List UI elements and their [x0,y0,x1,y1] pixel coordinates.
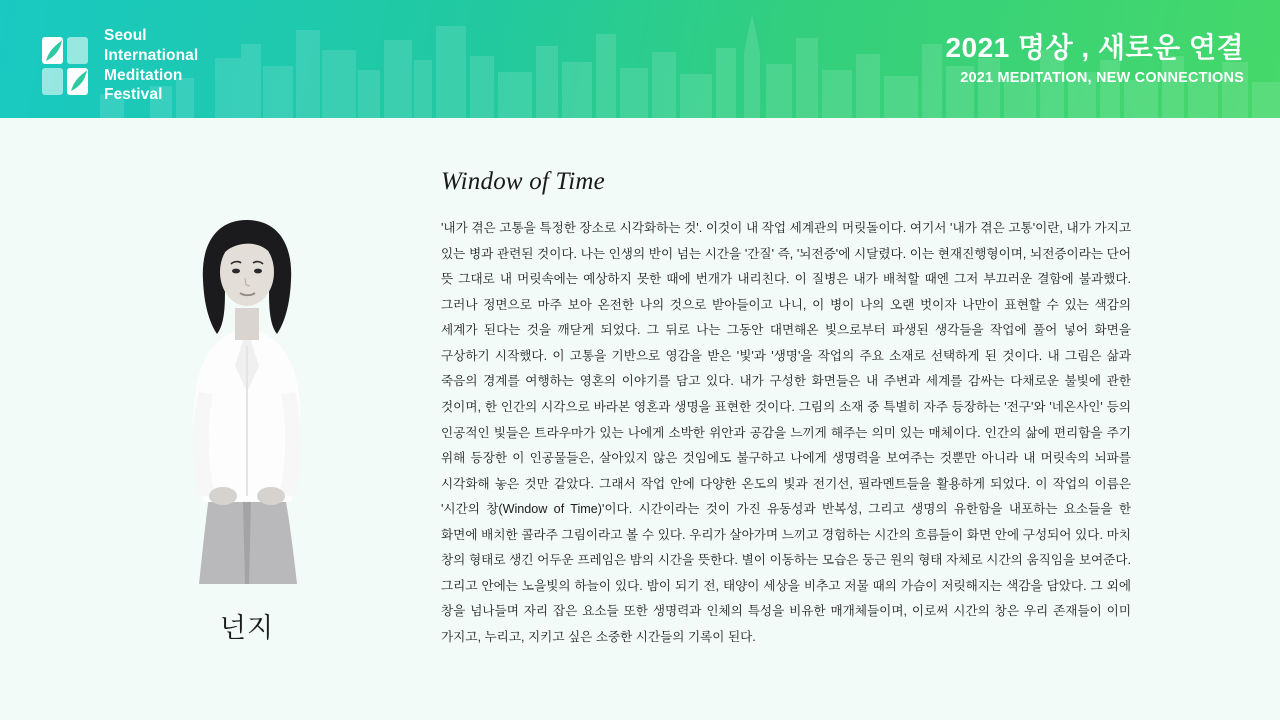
logo-line-3: Meditation [104,66,183,84]
festival-title-english: 2021 MEDITATION, NEW CONNECTIONS [960,70,1244,87]
page-content [0,118,1280,720]
festival-logo[interactable] [40,26,198,105]
logo-line-4: Festival [104,86,163,104]
festival-logo-icon [40,35,90,97]
artist-photo [147,196,347,584]
logo-line-1: Seoul [104,27,147,44]
logo-line-2: International [104,46,199,64]
artist-name: 넌지 [219,613,275,643]
page-header [0,0,1280,118]
artwork-description: '내가 겪은 고통을 특정한 장소로 시각화하는 것'. 이것이 내 작업 세계관의 머릿돌이다. 여기서 '내가 겪은 고통'이란, 내가 가지고 있는 병과 관련된 것이다. 나는 인생의 반이 넘는 시간을 '간질' 즉, '뇌전증'에 시달렸다. 이는 현재진행형이며, 뇌전증이라는 단어 뜻 그대로 내 머릿속에는 예상하지 못한 때에 번개가 내리친다. 이 질병은 내가 배척할 때엔 그저 부끄러운 결함에 불과했다. 그러나 정면으로 마주 보아 온전한 나의 것으로 받아들이고 나니, 이 병이 나의 오랜 벗이자 나만이 표현할 수 있는 색감의 세계가 된다는 것을 깨닫게 되었다. 그 뒤로 나는 그동안 대면해온 빛으로부터 파생된 생각들을 작업에 풀어 넣어 화면을 구상하기 시작했다. 이 고통을 기반으로 영감을 받은 '빛'과 '생명'을 작업의 주요 소재로 선택하게 된 것이다. 내 그림은 삶과 죽음의 경계를 여행하는 영혼의 이야기를 담고 있다. 내가 구성한 화면들은 내 주변과 세계를 감싸는 다채로운 불빛에 관한 것이며, 한 인간의 시각으로 바라본 영혼과 생명을 표현한 것이다. 그림의 소재 중 특별히 자주 등장하는 '전구'와 '네온사인' 등의 인공적인 빛들은 트라우마가 있는 나에게 소박한 위안과 공감을 느끼게 해주는 의미 있는 매체이다. 인간의 삶에 편리함을 주기 위해 등장한 이 인공물들은, 살아있지 않은 것임에도 불구하고 나에게 생명력을 보여주는 것뿐만 아니라 내 머릿속의 뇌파를 시각화해 놓은 것만 같았다. 그래서 작업 안에 다양한 온도의 빛과 전기선, 필라멘트들을 활용하게 되었다. 이 작업의 이름은 '시간의 창(Window of Time)'이다. 시간이라는 것이 가진 유동성과 반복성, 그리고 생명의 유한함을 내포하는 요소들을 한 화면에 배치한 콜라주 그림이라고 볼 수 있다. 우리가 살아가며 느끼고 경험하는 시간의 흐름들이 화면 안에 구성되어 있다. 마치 창의 형태로 생긴 어두운 프레임은 밤의 시간을 뜻한다. 별이 이동하는 모습은 둥근 원의 형태 자체로 시간의 움직임을 보여준다. 그리고 안에는 노을빛의 하늘이 있다. 밤이 되기 전, 태양이 세상을 비추고 저물 때의 가슴이 저릿해지는 색감을 담았다. 그 외에 창을 넘나들며 자리 잡은 요소들 또한 생명력과 인체의 특성을 비유한 매개체들이며, 이로써 시간의 창은 우리 존재들이 이미 가지고, 누리고, 지키고 싶은 소중한 시간들의 기록이 된다. [441,221,1131,644]
artist-profile [147,196,347,645]
festival-title-block [945,32,1244,86]
festival-title-korean: 2021 명상 , 새로운 연결 [945,32,1244,63]
artwork-title: Window of Time [441,168,605,195]
festival-logo-text [104,26,198,105]
artist-statement [441,168,1131,651]
